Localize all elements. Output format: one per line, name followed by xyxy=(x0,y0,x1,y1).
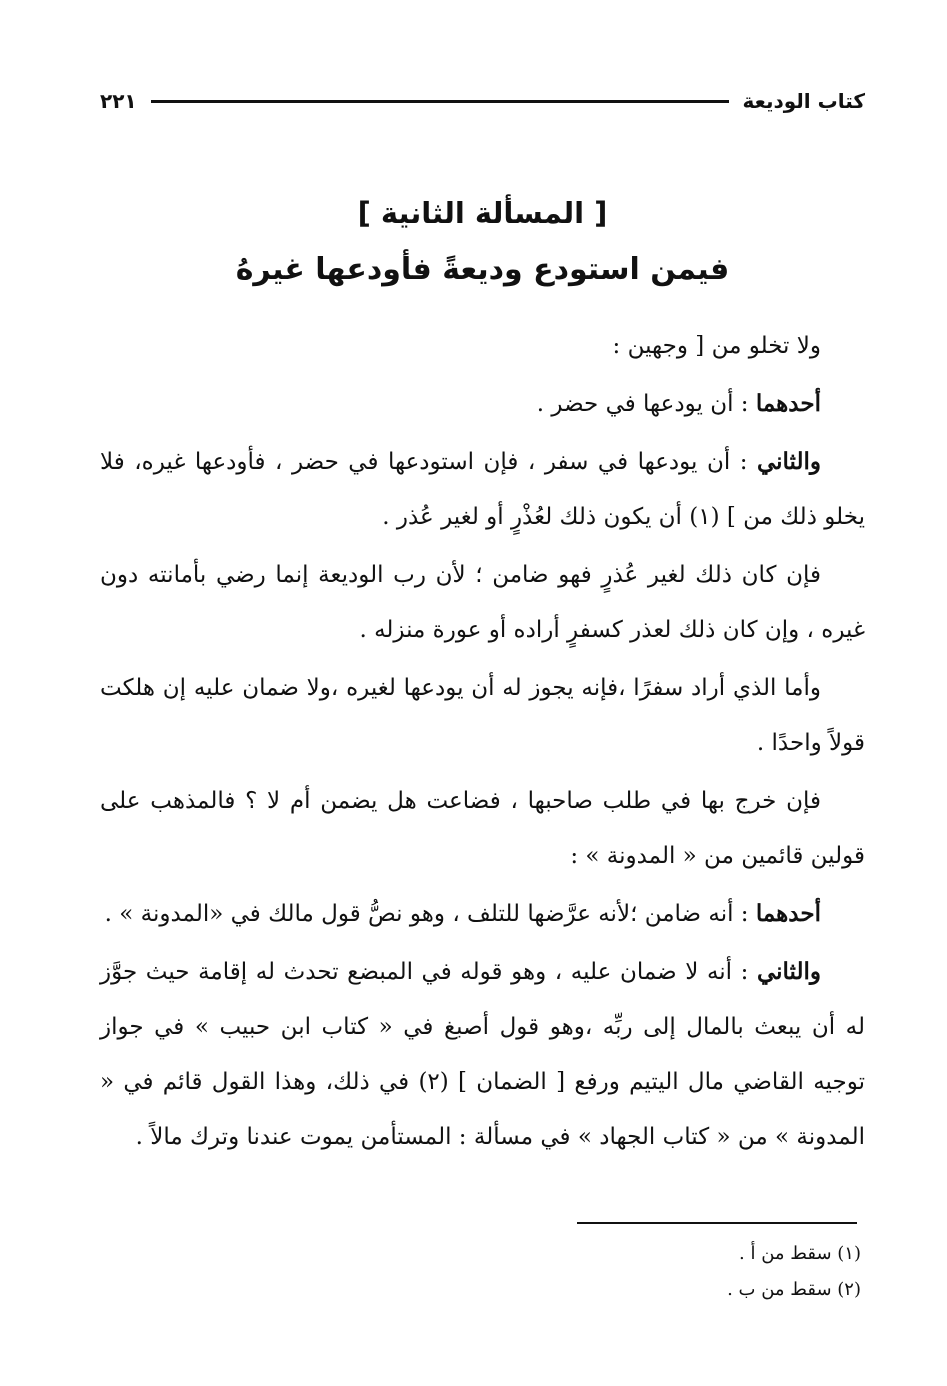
paragraph-text: فإن خرج بها في طلب صاحبها ، فضاعت هل يضمن أم لا ؟ فالمذهب على قولين قائمين من « المدونة » : xyxy=(100,788,865,869)
page-number: ٢٢١ xyxy=(100,89,137,113)
paragraph-lead: والثاني xyxy=(756,958,821,985)
running-title: كتاب الوديعة xyxy=(742,89,865,113)
footnotes xyxy=(361,1236,861,1308)
paragraph-text: : أن يودعها في حضر . xyxy=(536,391,756,417)
issue-title: [ المسألة الثانية ] xyxy=(357,196,608,230)
issue-subtitle: فيمن استودع وديعةً فأودعها غيرهُ xyxy=(235,252,730,287)
section-titles xyxy=(100,188,865,298)
footnote-rule xyxy=(577,1222,857,1224)
paragraph xyxy=(100,434,865,545)
body-text xyxy=(100,318,865,1167)
paragraph-text: : أنه ضامن ؛لأنه عرَّضها للتلف ، وهو نصُّ قول مالك في «المدونة » . xyxy=(104,901,756,927)
paragraph xyxy=(100,886,865,942)
page-header xyxy=(100,84,865,118)
paragraph xyxy=(100,944,865,1165)
paragraph-text: وأما الذي أراد سفرًا ،فإنه يجوز له أن يودعها لغيره ،ولا ضمان عليه إن هلكت قولاً واحدًا . xyxy=(100,675,865,756)
header-rule xyxy=(151,100,729,103)
paragraph-text: : أنه لا ضمان عليه ، وهو قوله في المبضع تحدث له إقامة حيث جوَّز له أن يبعث بالمال إلى ربِّه ،وهو قول أصبغ في « كتاب ابن حبيب » في جواز توجيه القاضي مال اليتيم ورفع [ الضمان ] (٢) في ذلك، وهذا القول قائم في « المدونة » من « كتاب الجهاد » في مسألة : المستأمن يموت عندنا وترك مالاً . xyxy=(100,959,865,1150)
paragraph xyxy=(100,318,865,374)
paragraph xyxy=(100,660,865,771)
paragraph-text: : أن يودعها في سفر ، فإن استودعها في حضر ، فأودعها غيره، فلا يخلو ذلك من ] (١) أن يكون ذلك لعُذْرٍ أو لغير عُذر . xyxy=(100,449,865,530)
paragraph-lead: والثاني xyxy=(756,448,821,475)
paragraph xyxy=(100,547,865,658)
paragraph xyxy=(100,376,865,432)
paragraph xyxy=(100,773,865,884)
footnote-1: (١) سقط من أ . xyxy=(739,1243,861,1264)
paragraph-text: ولا تخلو من [ وجهين : xyxy=(612,333,821,359)
paragraph-lead: أحدهما xyxy=(755,900,821,927)
footnote-2: (٢) سقط من ب . xyxy=(727,1279,861,1300)
paragraph-text: فإن كان ذلك لغير عُذرٍ فهو ضامن ؛ لأن رب الوديعة إنما رضي بأمانته دون غيره ، وإن كان ذلك لعذر كسفرٍ أراده أو عورة منزله . xyxy=(100,562,865,643)
paragraph-lead: أحدهما xyxy=(755,390,821,417)
